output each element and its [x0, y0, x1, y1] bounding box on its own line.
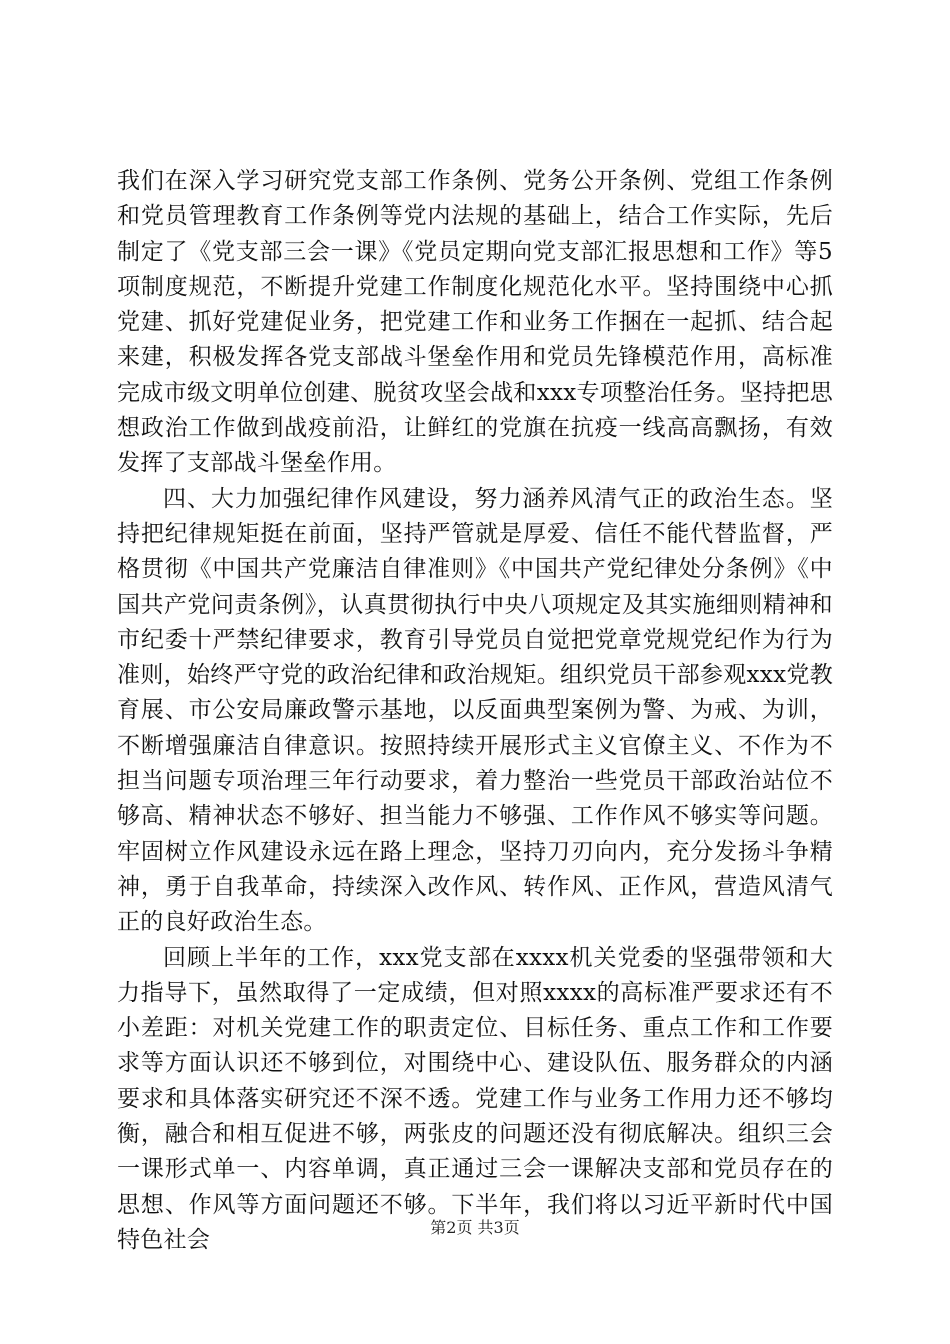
document-body	[117, 164, 833, 1258]
page-number-footer: 第2页 共3页	[430, 1218, 520, 1237]
paragraph-3: 回顾上半年的工作，xxx党支部在xxxx机关党委的坚强带领和大力指导下，虽然取得了一定成绩，但对照xxxx的高标准严要求还有不小差距：对机关党建工作的职责定位、目标任务、重点工作和工作要求等方面认识还不够到位，对围绕中心、建设队伍、服务群众的内涵要求和具体落实研究还不深不透。党建工作与业务工作用力还不够均衡，融合和相互促进不够，两张皮的问题还没有彻底解决。组织三会一课形式单一、内容单调，真正通过三会一课解决支部和党员存在的思想、作风等方面问题还不够。下半年，我们将以习近平新时代中国特色社会	[117, 944, 833, 1253]
paragraph-2: 四、大力加强纪律作风建设，努力涵养风清气正的政治生态。坚持把纪律规矩挺在前面，坚持严管就是厚爱、信任不能代替监督，严格贯彻《中国共产党廉洁自律准则》《中国共产党纪律处分条例》《中国共产党问责条例》，认真贯彻执行中央八项规定及其实施细则精神和市纪委十严禁纪律要求，教育引导党员自觉把党章党规党纪作为行为准则，始终严守党的政治纪律和政治规矩。组织党员干部参观xxx党教育展、市公安局廉政警示基地，以反面典型案例为警、为戒、为训，不断增强廉洁自律意识。按照持续开展形式主义官僚主义、不作为不担当问题专项治理三年行动要求，着力整治一些党员干部政治站位不够高、精神状态不够好、担当能力不够强、工作作风不够实等问题。牢固树立作风建设永远在路上理念，坚持刀刃向内，充分发扬斗争精神，勇于自我革命，持续深入改作风、转作风、正作风，营造风清气正的良好政治生态。	[117, 485, 833, 936]
paragraph-1: 我们在深入学习研究党支部工作条例、党务公开条例、党组工作条例和党员管理教育工作条例等党内法规的基础上，结合工作实际，先后制定了《党支部三会一课》《党员定期向党支部汇报思想和工作》等5项制度规范，不断提升党建工作制度化规范化水平。坚持围绕中心抓党建、抓好党建促业务，把党建工作和业务工作捆在一起抓、结合起来建，积极发挥各党支部战斗堡垒作用和党员先锋模范作用，高标准完成市级文明单位创建、脱贫攻坚会战和xxx专项整治任务。坚持把思想政治工作做到战疫前沿，让鲜红的党旗在抗疫一线高高飘扬，有效发挥了支部战斗堡垒作用。	[117, 168, 833, 477]
